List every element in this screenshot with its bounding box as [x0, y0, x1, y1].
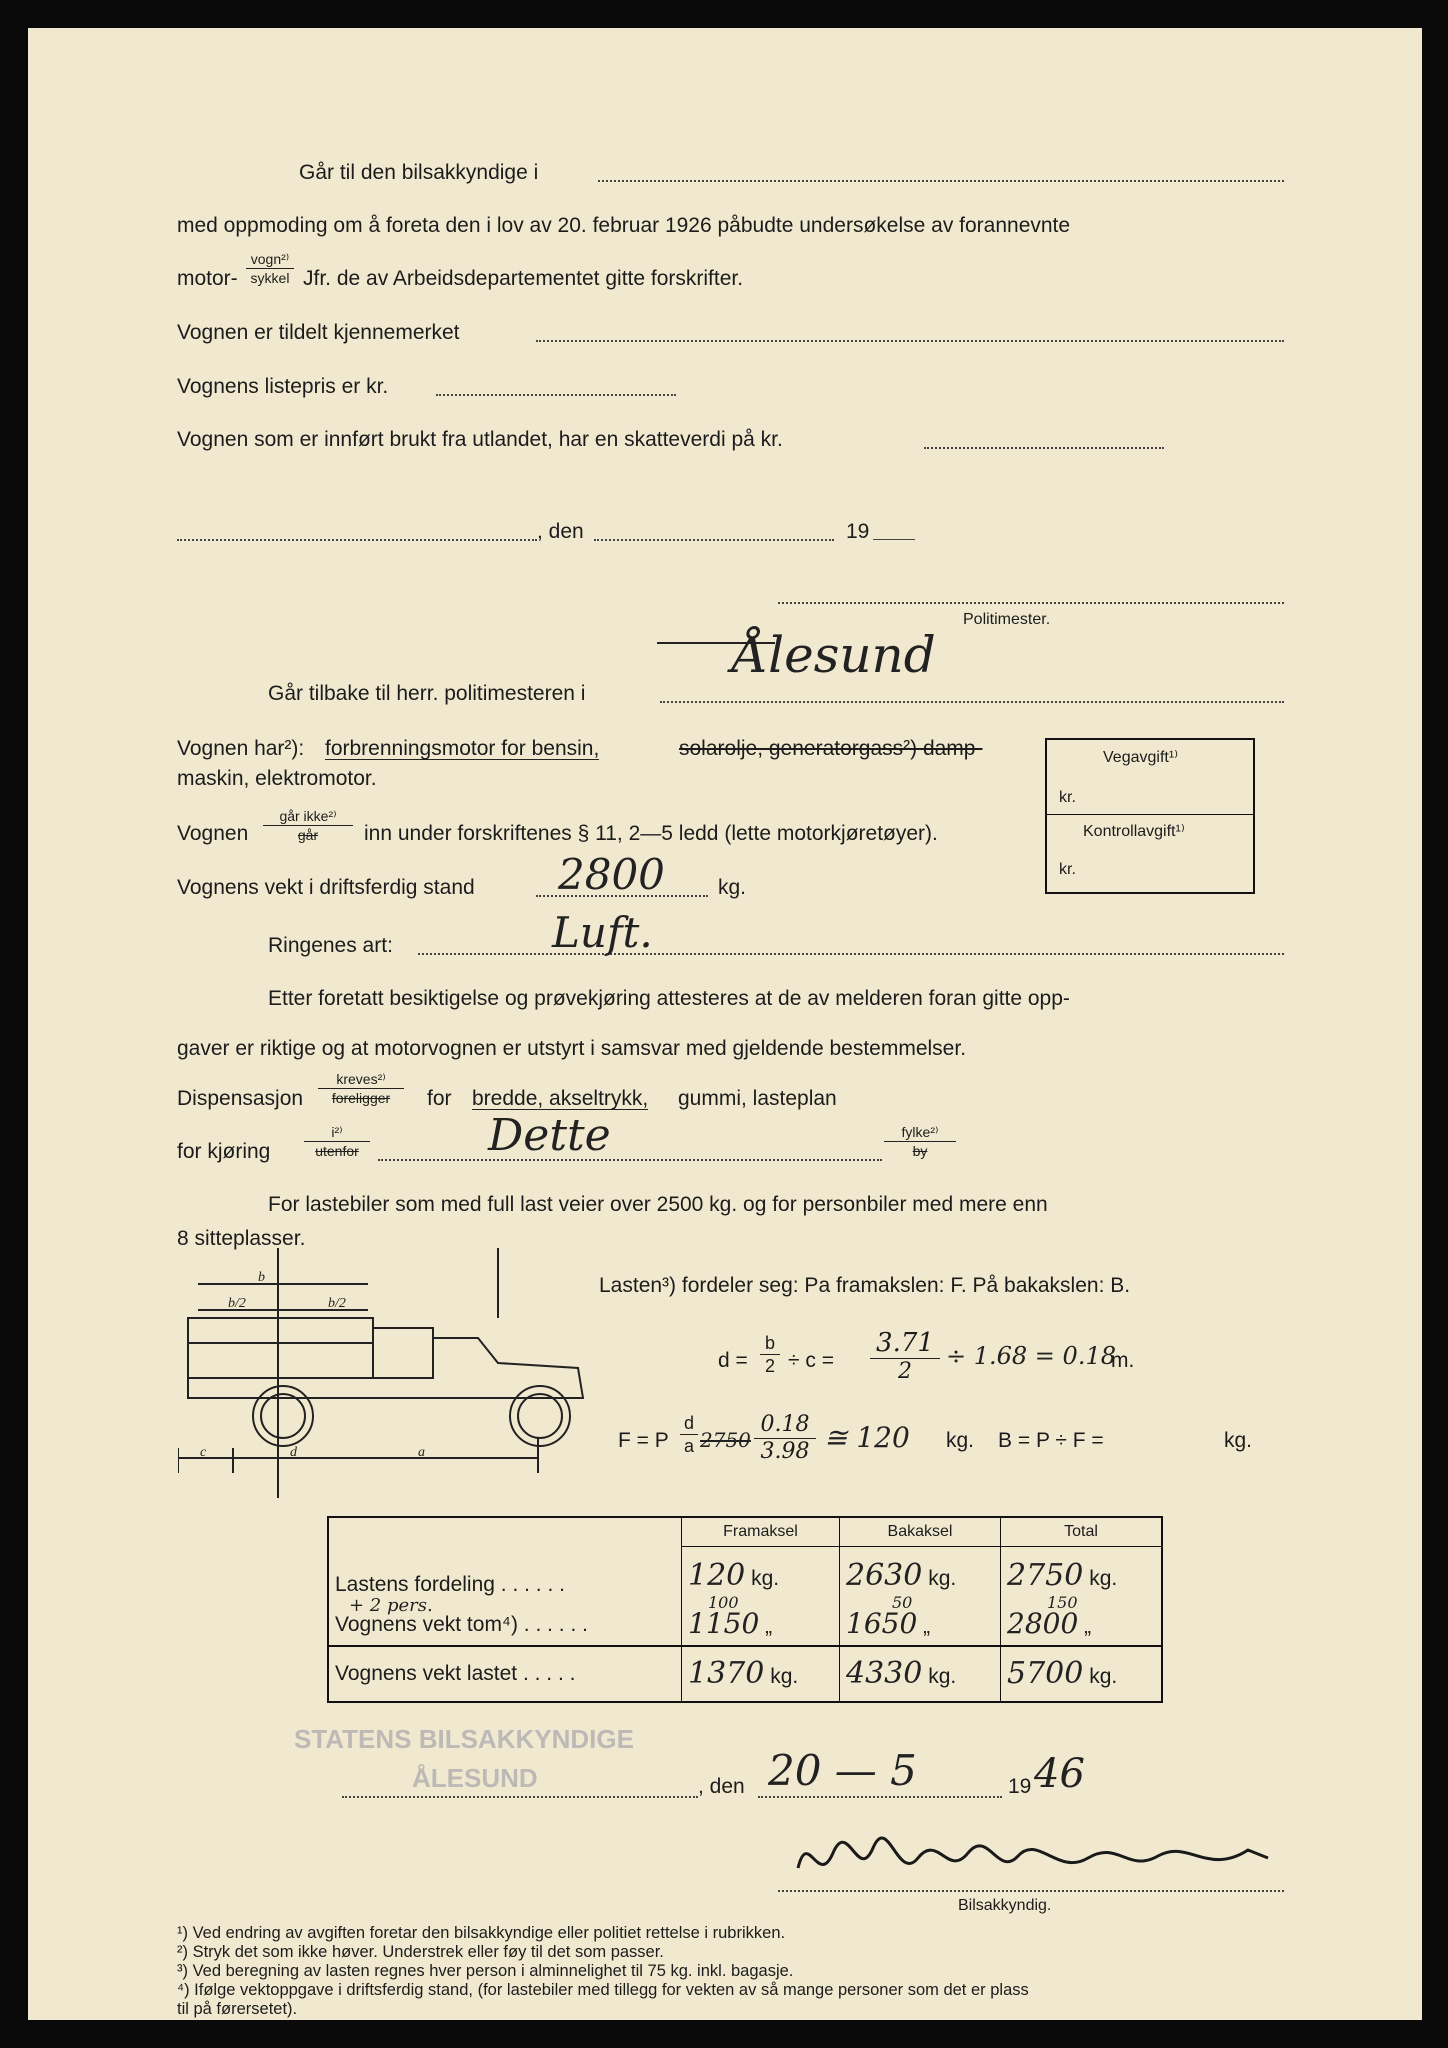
formula-minus-c: ÷ c = [788, 1349, 834, 1372]
field-year[interactable] [873, 539, 915, 540]
label-kjennemerke: Vognen er tildelt kjennemerket [177, 321, 460, 344]
fraction-vogn-sykkel [246, 252, 294, 285]
field-sign-place[interactable] [342, 1796, 698, 1798]
formula-d: d [680, 1414, 698, 1435]
formula-d-lhs: d = [718, 1349, 748, 1372]
formula-b-kg: kg. [1224, 1429, 1253, 1452]
hw-sign-date: 20 — 5 [768, 1746, 917, 1795]
formula-heading: Lasten³) fordeler seg: Pa framakslen: F. På bakakslen: B. [599, 1274, 1131, 1297]
diagram-label-b: b [258, 1270, 265, 1285]
fraction-foreligger: foreligger [331, 1090, 391, 1106]
text-struck-fuels: solarolje, generatorgass²) damp- [679, 737, 983, 760]
handwritten-kjoring: Dette [488, 1110, 611, 1161]
hw-tom-fram: 1150 [688, 1607, 760, 1640]
field-politimester-signature[interactable] [778, 602, 1284, 604]
cell-lastet-fram [682, 1646, 840, 1702]
label-tilbake: Går tilbake til herr. politimesteren i [268, 682, 586, 705]
text-gummi-lasteplan: gummi, lasteplan [678, 1087, 837, 1110]
header-total: Total [1001, 1517, 1163, 1547]
field-date[interactable] [594, 539, 834, 541]
signature-bilsakkyndig [788, 1828, 1288, 1888]
cell-last-total [1001, 1547, 1163, 1605]
text-lastebiler-2: 8 sitteplasser. [177, 1227, 306, 1250]
hw-corr-fram: 100 [708, 1592, 739, 1612]
label-kr-vegavgift: kr. [1059, 789, 1076, 806]
label-vekt: Vognens vekt i driftsferdig stand [177, 876, 475, 899]
fraction-vogn: vogn²⁾ [246, 252, 294, 269]
hw-f-fraction [754, 1414, 816, 1463]
label-ringer: Ringenes art: [268, 934, 393, 957]
hw-last-total: 2750 [1007, 1557, 1084, 1593]
row-label-lastens: Lastens fordeling . . . . . . [335, 1572, 565, 1596]
field-place[interactable] [177, 539, 537, 541]
formula-f-lhs: F = P [618, 1429, 669, 1452]
label-den: , den [537, 520, 584, 543]
hw-last-fram: 120 [688, 1557, 746, 1593]
load-distribution-table [327, 1516, 1163, 1703]
box-divider [1047, 814, 1253, 815]
signature-stroke [798, 1838, 1268, 1868]
text-lastebiler-1: For lastebiler som med full last veier over 2500 kg. og for personbiler med mere enn [268, 1193, 1048, 1216]
cell-tom-bak [840, 1592, 1001, 1646]
unit-tom-fram: „ [765, 1615, 773, 1638]
footnote-4-cont: til på førersetet). [177, 2000, 298, 2018]
label-vekt-kg: kg. [718, 876, 747, 899]
formula-f-kg: kg. [946, 1429, 975, 1452]
row-label [328, 1594, 682, 1646]
label-vegavgift: Vegavgift¹⁾ [1103, 749, 1179, 766]
diagram-label-d: d [290, 1445, 297, 1460]
label-footer-den: , den [698, 1775, 745, 1798]
row-label-lastet: Vognens vekt lastet . . . . . [335, 1661, 576, 1685]
label-footer-19: 19 [1008, 1775, 1032, 1798]
stamp-alesund: ÅLESUND [412, 1763, 538, 1793]
fraction-gar-ikke-top: går ikke²⁾ [263, 809, 353, 826]
line-oppmoding: med oppmoding om å foreta den i lov av 20. februar 1926 påbudte undersøkelse av forannevnte [177, 214, 1071, 237]
text-maskin: maskin, elektromotor. [177, 767, 377, 790]
diagram-truck-bed [188, 1318, 373, 1378]
hw-f-top: 0.18 [754, 1414, 816, 1439]
line-motor: motor- [177, 267, 238, 290]
unit-lastet-bak: kg. [928, 1664, 957, 1688]
text-attest-1: Etter foretatt besiktigelse og prøvekjøring attesteres at de av melderen foran gitte opp- [268, 987, 1070, 1010]
hw-d-fraction [870, 1330, 940, 1383]
header-framaksel: Framaksel [682, 1517, 840, 1547]
label-politimester: Politimester. [963, 611, 1051, 628]
diagram-label-b2-right: b/2 [328, 1296, 346, 1311]
cell-last-fram [682, 1547, 840, 1605]
field-kjennemerke[interactable] [536, 340, 1284, 342]
hw-f-bot: 3.98 [760, 1439, 810, 1464]
fraction-fylke-by [884, 1125, 956, 1158]
fraction-utenfor: utenfor [315, 1143, 359, 1159]
hw-plus-2-pers: + 2 pers. [349, 1594, 433, 1616]
fraction-i: i²⁾ [304, 1125, 370, 1142]
label-kontrollavgift: Kontrollavgift¹⁾ [1083, 823, 1185, 840]
header-bakaksel: Bakaksel [840, 1517, 1001, 1547]
label-listepris: Vognens listepris er kr. [177, 375, 389, 398]
formula-d-unit: m. [1111, 1349, 1135, 1372]
form-page [28, 28, 1422, 2020]
fraction-gar-bot: går [297, 827, 319, 843]
fraction-by: by [912, 1143, 928, 1159]
hw-lastet-bak: 4330 [846, 1655, 923, 1691]
unit-lastet-total: kg. [1089, 1664, 1118, 1688]
unit-last-bak: kg. [928, 1566, 957, 1590]
footnote-2: ²) Stryk det som ikke høver. Understrek eller føy til det som passer. [177, 1943, 664, 1961]
fraction-sykkel: sykkel [250, 270, 290, 286]
hw-tom-bak: 1650 [846, 1607, 918, 1640]
field-listepris[interactable] [436, 394, 676, 396]
diagram-hood [188, 1338, 583, 1398]
hw-corr-total: 150 [1047, 1592, 1078, 1612]
formula-b-over-2 [760, 1334, 780, 1375]
text-attest-2: gaver er riktige og at motorvognen er utstyrt i samsvar med gjeldende bestemmelser. [177, 1037, 967, 1060]
label-year-19: 19 [846, 520, 870, 543]
diagram-wheel-rear-hub [261, 1394, 305, 1438]
diagram-cab [373, 1328, 433, 1378]
unit-last-fram: kg. [751, 1566, 780, 1590]
footnote-1: ¹) Ved endring av avgiften foretar den bilsakkyndige eller politiet rettelse i rubrikken. [177, 1924, 786, 1942]
footnote-3: ³) Ved beregning av lasten regnes hver person i alminnelighet til 75 kg. inkl. bagasje. [177, 1962, 794, 1980]
line-jfr: Jfr. de av Arbeidsdepartementet gitte forskrifter. [303, 267, 744, 290]
hw-lastet-total: 5700 [1007, 1655, 1084, 1691]
diagram-label-a: a [418, 1445, 425, 1460]
row-label [328, 1646, 682, 1702]
unit-tom-total: „ [1084, 1615, 1092, 1638]
label-kr-kontroll: kr. [1059, 861, 1076, 878]
footnote-4: ⁴) Ifølge vektoppgave i driftsferdig stand, (for lastebiler med tillegg for vekten av så mange personer som det er plass [177, 1981, 1029, 1999]
formula-a: a [683, 1436, 694, 1456]
hw-corr-bak: 50 [892, 1592, 913, 1612]
label-skatteverdi: Vognen som er innført brukt fra utlandet, har en skatteverdi på kr. [177, 428, 783, 451]
fraction-gar-ikke [263, 809, 353, 842]
label-disp-for: for [427, 1087, 452, 1110]
cell-lastet-total [1001, 1646, 1163, 1702]
handwritten-vekt: 2800 [558, 850, 665, 899]
cell-tom-total [1001, 1592, 1163, 1646]
hw-d-top: 3.71 [870, 1330, 940, 1359]
hw-tom-total: 2800 [1007, 1607, 1079, 1640]
cell-tom-fram [682, 1592, 840, 1646]
fraction-kreves-top: kreves²⁾ [318, 1072, 404, 1089]
text-lette-rest: inn under forskriftenes § 11, 2—5 ledd (lette motorkjøretøyer). [364, 822, 938, 845]
unit-lastet-fram: kg. [770, 1664, 799, 1688]
diagram-label-b2-left: b/2 [228, 1296, 246, 1311]
diagram-label-c: c [200, 1445, 207, 1460]
truck-diagram [178, 1248, 598, 1498]
field-kjoring[interactable] [378, 1159, 882, 1161]
hw-f-p: 2750 [700, 1428, 751, 1452]
fraction-fylke: fylke²⁾ [884, 1125, 956, 1142]
hw-last-bak: 2630 [846, 1557, 923, 1593]
hw-d-bot: 2 [898, 1359, 912, 1384]
formula-2: 2 [764, 1356, 775, 1376]
text-forbrenningsmotor: forbrenningsmotor for bensin, [325, 737, 600, 760]
label-dispensasjon: Dispensasjon [177, 1087, 304, 1110]
field-skatteverdi[interactable] [924, 447, 1164, 449]
diagram-wheel-front-hub [518, 1394, 562, 1438]
stamp-statens: STATENS BILSAKKYNDIGE [294, 1724, 634, 1754]
line-til-bilsakkyndige: Går til den bilsakkyndige i [299, 161, 539, 184]
row-label-tom: Vognens vekt tom⁴) . . . . . . [335, 1612, 588, 1636]
fraction-i-utenfor [304, 1125, 370, 1158]
vegavgift-box [1045, 738, 1255, 894]
field-bilsakkyndige-place[interactable] [598, 180, 1284, 182]
field-sign-date[interactable] [758, 1796, 1002, 1798]
cell-lastet-bak [840, 1646, 1001, 1702]
hw-sign-year: 46 [1034, 1751, 1085, 1797]
table-corner [328, 1517, 682, 1547]
hw-lastet-fram: 1370 [688, 1655, 765, 1691]
unit-last-total: kg. [1089, 1566, 1118, 1590]
field-ringer[interactable] [418, 953, 1284, 955]
formula-d-over-a [680, 1414, 698, 1455]
handwritten-ringer: Luft. [552, 908, 653, 957]
field-bilsakkyndig-signature[interactable] [778, 1890, 1284, 1892]
label-bilsakkyndig: Bilsakkyndig. [958, 1897, 1052, 1914]
fraction-kreves [318, 1072, 404, 1105]
label-vognen-har: Vognen har²): [177, 737, 305, 760]
hw-d-rest: ÷ 1.68 = 0.18 [946, 1342, 1116, 1370]
cell-last-bak [840, 1547, 1001, 1605]
formula-b: b [760, 1334, 780, 1355]
hw-f-result: ≅ 120 [824, 1421, 910, 1454]
handwritten-alesund: Ålesund [732, 626, 936, 684]
label-kjoring: for kjøring [177, 1140, 271, 1163]
field-tilbake-place[interactable] [660, 701, 1284, 703]
label-vognen-lette: Vognen [177, 822, 249, 845]
unit-tom-bak: „ [923, 1615, 931, 1638]
text-bredde-akseltrykk: bredde, akseltrykk, [472, 1087, 649, 1110]
formula-b-eq: B = P ÷ F = [998, 1429, 1104, 1452]
